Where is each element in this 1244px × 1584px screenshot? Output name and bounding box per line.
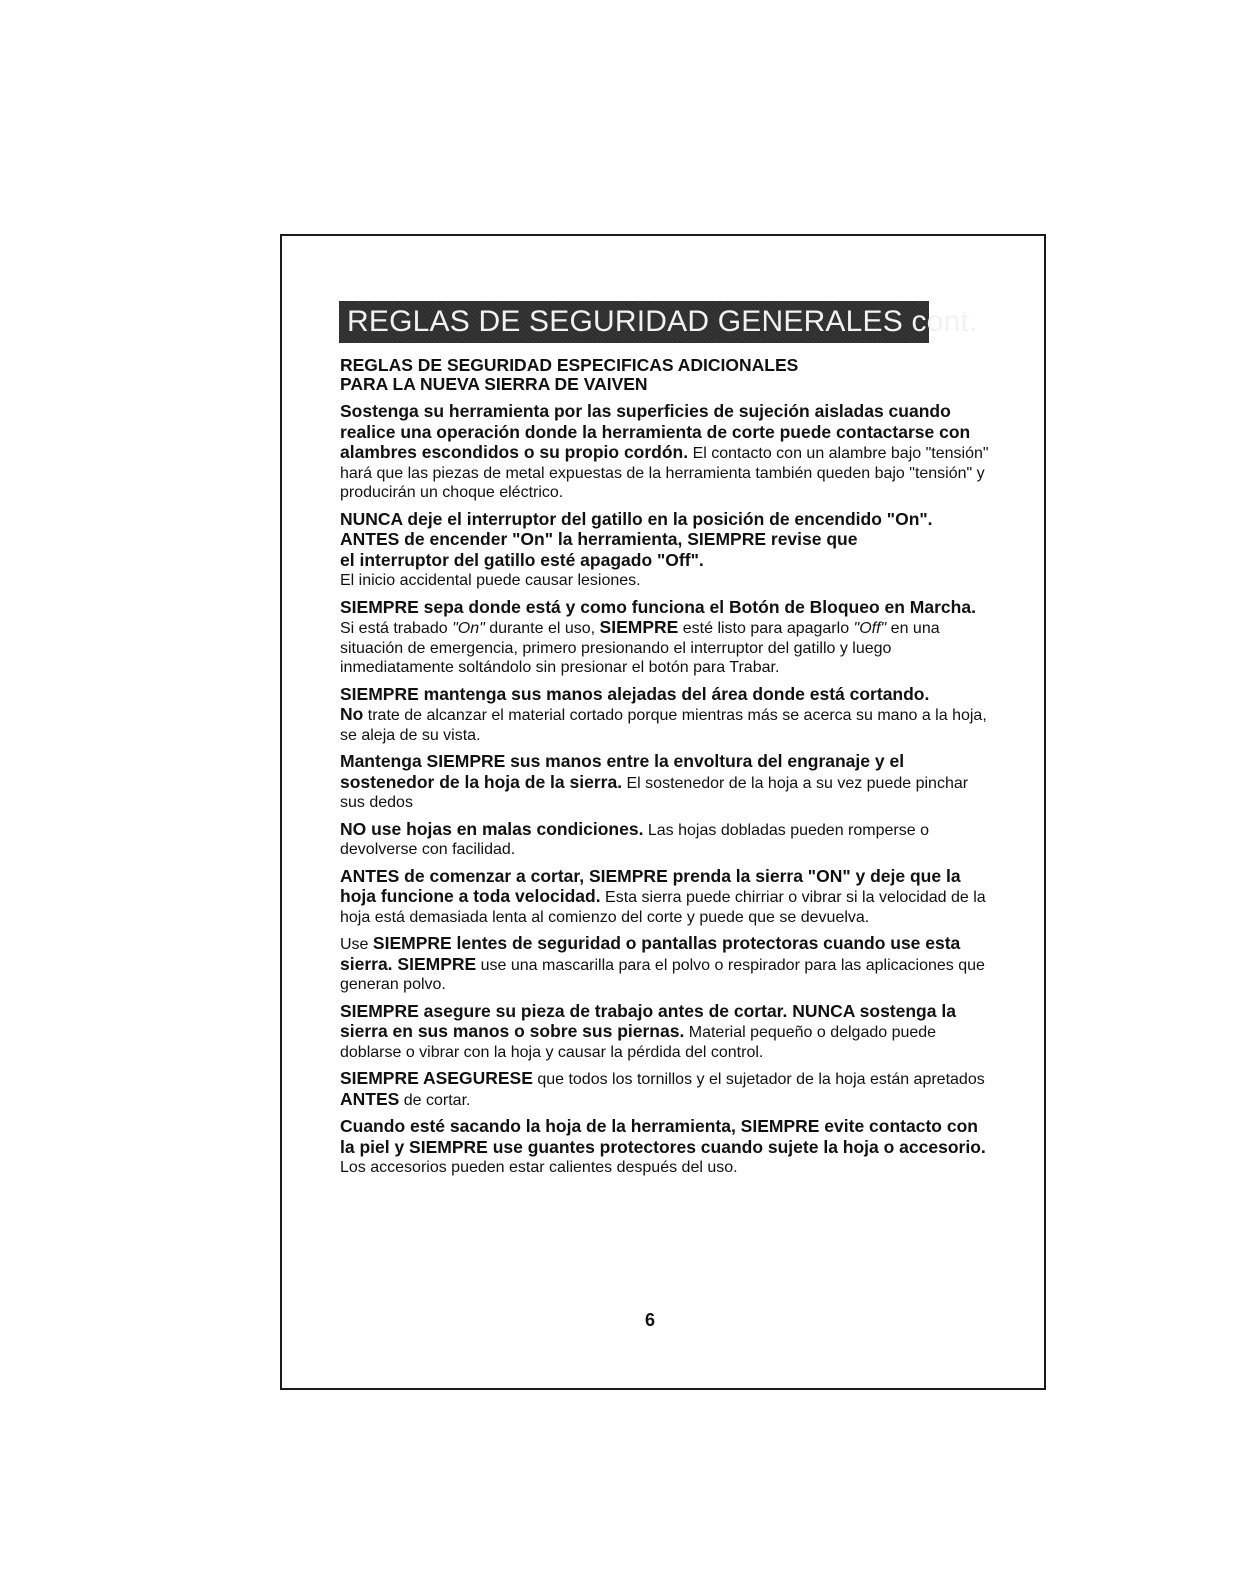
rule-bad-blades xyxy=(340,820,990,860)
rule-bold-text: SIEMPRE mantenga sus manos alejadas del área donde está cortando. xyxy=(340,683,930,704)
rule-hands-position xyxy=(340,752,990,813)
rule-hands-away xyxy=(340,685,990,746)
rule-bold-text: NUNCA deje el interruptor del gatillo en la posición de encendido "On". xyxy=(340,508,933,529)
rule-full-speed xyxy=(340,867,990,928)
rule-body-text: trate de alcanzar el material cortado porque mientras más se acerca su mano a la hoja, se aleja de su vista. xyxy=(340,707,987,744)
subheading xyxy=(340,356,990,394)
rule-insulated-surfaces xyxy=(340,402,990,503)
rule-body-text: esté listo para apagarlo xyxy=(678,620,854,637)
rule-body-text: Las hojas dobladas pueden romperse o devolverse con facilidad. xyxy=(340,821,929,858)
rule-body-text: Si está trabado xyxy=(340,620,453,637)
rule-secure-workpiece xyxy=(340,1002,990,1063)
rule-bold-text: SIEMPRE lentes de seguridad o pantallas protectoras cuando use esta sierra. SIEMPRE xyxy=(340,933,961,974)
rule-bold-text: Mantenga SIEMPRE sus manos entre la envoltura del engranaje y el sostenedor de la hoja de la sierra. xyxy=(340,751,905,792)
rule-bold-text: Sostenga su herramienta por las superficies de sujeción aisladas cuando realice una operación donde la herramienta de corte puede contactarse con alambres escondidos o su propio cordón. xyxy=(340,401,971,462)
rule-bold-text: ANTES de encender "On" la herramienta, SIEMPRE revise que xyxy=(340,529,858,549)
rule-bold-text: el interruptor del gatillo esté apagado "Off". xyxy=(340,549,704,570)
rule-bold-text: Cuando esté sacando la hoja de la herramienta, SIEMPRE evite contacto con la piel y SIEMPRE use guantes protectores cuando sujete la hoja o accesorio. xyxy=(340,1116,986,1157)
safety-rules-content xyxy=(340,356,990,1185)
rule-bold-text: SIEMPRE sepa donde está y como funciona el Botón de Bloqueo en Marcha. xyxy=(340,596,976,617)
rule-body-text: Esta sierra puede chirriar o vibrar si la velocidad de la hoja está demasiada lenta al comienzo del corte y puede que se devuelva. xyxy=(340,889,986,926)
rule-body-text: El contacto con un alambre bajo "tensión" hará que las piezas de metal expuestas de la herramienta también queden bajo "tensión" y producirán un choque eléctrico. xyxy=(340,445,989,501)
rule-body-text: use una mascarilla para el polvo o respirador para las aplicaciones que generan polvo. xyxy=(340,956,985,993)
rule-body-text: El sostenedor de la hoja a su vez puede pinchar sus dedos xyxy=(340,774,969,811)
rule-body-text: durante el uso, xyxy=(484,620,600,637)
rule-body-text: que todos los tornillos y el sujetador de la hoja están apretados xyxy=(532,1071,985,1088)
page-number: 6 xyxy=(645,1310,656,1330)
rule-body-text: en una situación de emergencia, primero presionando el interruptor del gatillo y luego inmediatamente soltándolo sin presionar el botón para Trabar. xyxy=(340,620,940,676)
rule-bold-text: ANTES xyxy=(340,1088,400,1109)
rule-bold-text: SIEMPRE ASEGURESE xyxy=(340,1068,533,1088)
rule-bold-text: NO use hojas en malas condiciones. xyxy=(340,818,644,839)
rule-trigger-switch xyxy=(340,510,990,591)
rule-bold-text: SIEMPRE xyxy=(599,617,679,637)
rule-body-text: El inicio accidental puede causar lesiones. xyxy=(340,572,641,589)
rule-bold-text: No xyxy=(340,704,364,724)
rule-italic-text: "Off" xyxy=(853,620,887,637)
rule-body-text: Los accesorios pueden estar calientes después del uso. xyxy=(340,1159,738,1176)
rule-bold-text: SIEMPRE asegure su pieza de trabajo antes de cortar. NUNCA sostenga la sierra en sus manos o sobre sus piernas. xyxy=(340,1000,956,1041)
rule-removing-blade xyxy=(340,1117,990,1178)
subheading-line-1: REGLAS DE SEGURIDAD ESPECIFICAS ADICIONALES xyxy=(340,355,799,375)
rule-body-text: Material pequeño o delgado puede doblarse o vibrar con la hoja y causar la pérdida del control. xyxy=(340,1024,937,1061)
rule-body-text: de cortar. xyxy=(399,1091,471,1109)
subheading-line-2: PARA LA NUEVA SIERRA DE VAIVEN xyxy=(340,374,648,394)
rule-bold-text: ANTES de comenzar a cortar, SIEMPRE prenda la sierra "ON" y deje que la hoja funcione a toda velocidad. xyxy=(340,865,961,906)
rule-italic-text: "On" xyxy=(452,620,485,637)
rule-screws-tight xyxy=(340,1069,990,1110)
rule-lock-button xyxy=(340,598,990,678)
rule-safety-glasses xyxy=(340,934,990,995)
section-header-banner: REGLAS DE SEGURIDAD GENERALES cont. xyxy=(339,301,929,343)
rule-body-text: Use xyxy=(340,936,373,953)
